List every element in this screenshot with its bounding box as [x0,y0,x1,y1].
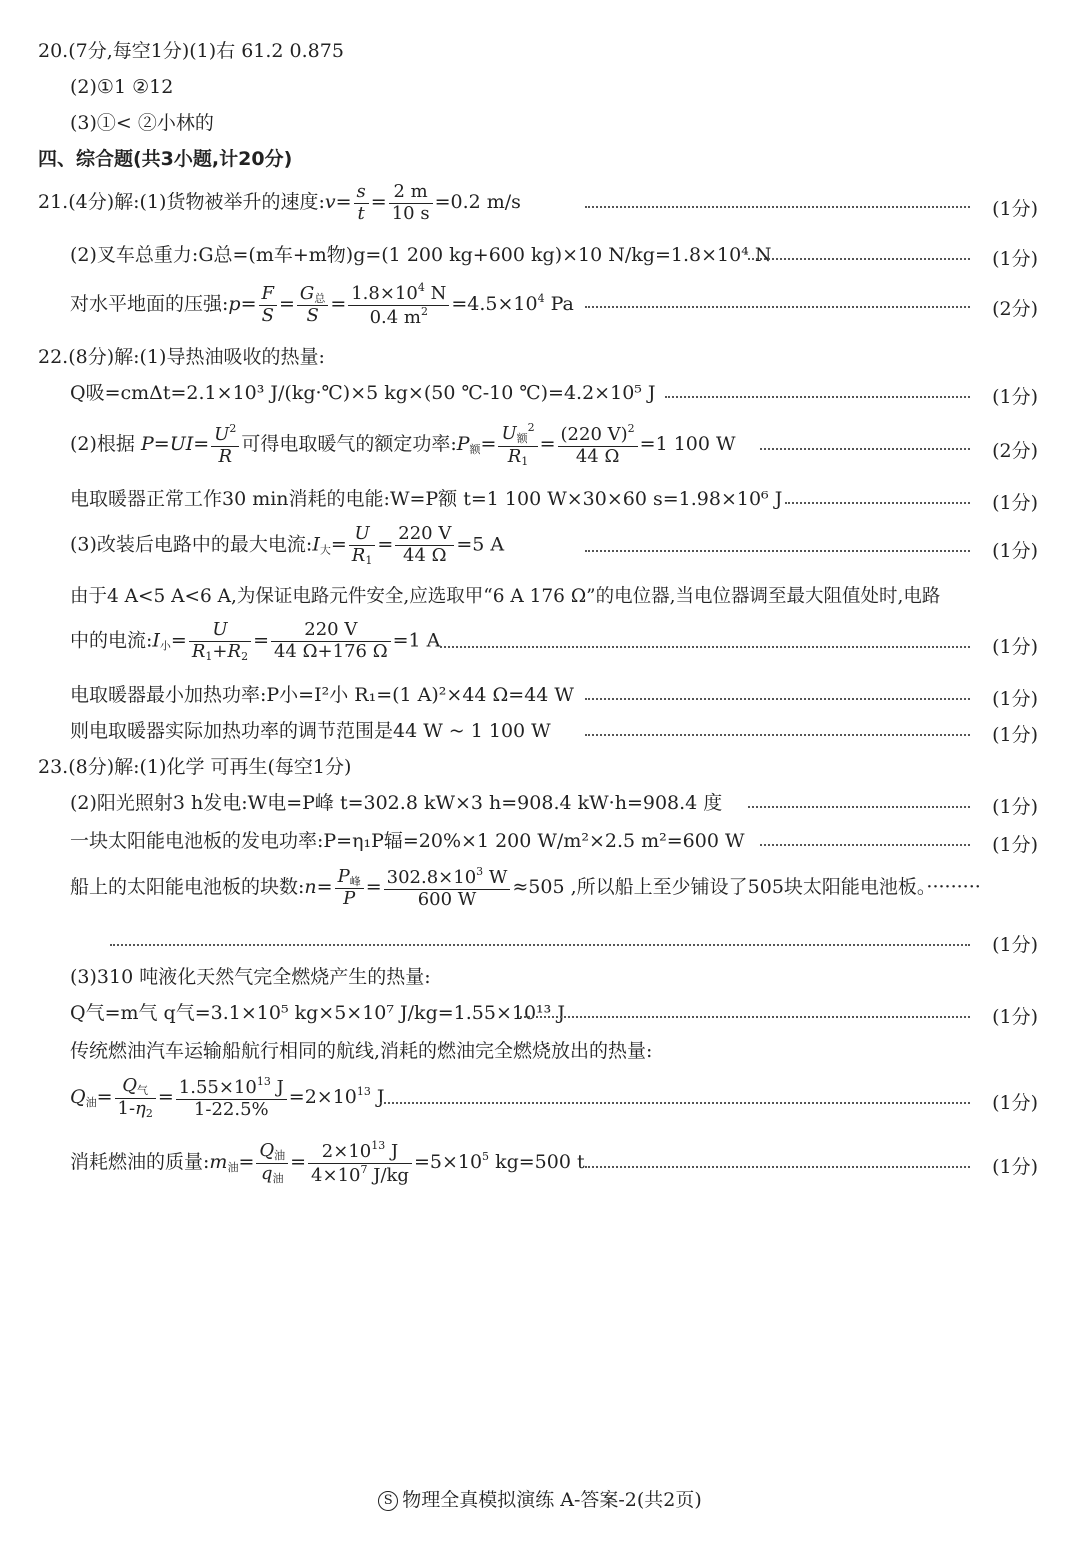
q22-line7: 中的电流$:I_小=$ $\frac{U}{R_1+R_2}$ = $\frac{220 V}{44 \Omega+176 \Omega}$ =1 A [70,619,441,663]
dot-leader [785,502,970,504]
dot-leader [585,206,970,208]
q21-line3: 对水平地面的压强:p= $\frac{F}{S}$ = $G_总$ S = $\frac{1.8\times 10^4 N}{0.4 m^2}$ $=4.5\times 10^4$ Pa [70,281,574,328]
section-title: 四、综合题(共3小题,计20分) [38,148,293,170]
q23-line6: (3)310 吨液化天然气完全燃烧产生的热量: [70,966,431,988]
q22-line9: 则电取暖器实际加热功率的调节范围是44 W ~ 1 100 W [70,720,551,742]
dot-leader [585,306,970,308]
q22-line6: 由于4 A<5 A<6 A,为保证电路元件安全,应选取甲“6 A 176 Ω”的电位器,当电位器调至最大阻值处时,电路 [70,586,941,607]
q23-line2: (2)阳光照射3 h发电:W电=P峰 t=302.8 kW×3 h=908.4 kW·h=908.4 度 [70,792,723,814]
q22-line4: 电取暖器正常工作30 min消耗的电能:W=P额 t=1 100 W×30×60 s=1.98×10⁶ J [70,488,783,510]
q23-line3: 一块太阳能电池板的发电功率:P=η₁P辐=20%×1 200 W/m²×2.5 m²=600 W [70,830,745,852]
q23-line7: Q气=m气 q气=3.1×10⁵ kg×5×10⁷ J/kg=1.55×10¹³ J [70,1002,565,1024]
score: (1分) [992,540,1038,562]
q23-line4: 船上的太阳能电池板的块数:n= $P_峰$ P = $\frac{302.8\times 10^3 W}{600 W}$ ≈505 ,所以船上至少铺设了505块太阳能电池板。········· [70,865,981,910]
score: (1分) [992,1156,1038,1178]
dot-leader [380,1102,970,1104]
dot-leader [665,396,970,398]
dot-leader [585,550,970,552]
score: (1分) [992,492,1038,514]
dot-leader [748,258,970,260]
dot-leader [520,1016,970,1018]
dot-leader [585,734,970,736]
score: (1分) [992,1092,1038,1114]
score: (2分) [992,298,1038,320]
footer-text: 物理全真模拟演练 A-答案-2(共2页) [402,1489,702,1511]
q20-line2: (2)①1 ②12 [70,76,174,98]
q21-line2: (2)叉车总重力:G总=(m车+m物)g=(1 200 kg+600 kg)×10 N/kg=1.8×10⁴ N [70,244,772,266]
score: (1分) [992,724,1038,746]
q22-line1: 22.(8分)解:(1)导热油吸收的热量: [38,346,325,368]
score: (1分) [992,688,1038,710]
score: (1分) [992,386,1038,408]
q22-line8: 电取暖器最小加热功率:P小=I²小 R₁=(1 A)²×44 Ω=44 W [70,684,574,706]
q22-line5: (3)改装后电路中的最大电流$:I_大=$ $\frac{U}{R_1}$ = $\frac{220 V}{44 \Omega}$ =5 A [70,523,505,567]
dot-leader [585,698,970,700]
score: (1分) [992,796,1038,818]
q23-line10: 消耗燃油的质量$:m_油=$ $Q_油$ $q_油$ = $\frac{2\times 10^{13} J}{4\times 10^7 J/kg}$ $=5\times 10^5$ kg=500 t [70,1139,585,1186]
dot-leader [748,806,970,808]
dot-leader [760,844,970,846]
score: (1分) [992,1006,1038,1028]
dot-leader [760,448,970,450]
q23-line9: $Q_油=$ $Q_气$ $1-\eta_2$ = $\frac{1.55\times 10^{13} J}{1-22.5\%}$ $=2\times 10^{13}$ J [70,1075,385,1120]
q23-line1: 23.(8分)解:(1)化学 可再生(每空1分) [38,756,352,778]
q20-line1: 20.(7分,每空1分)(1)右 61.2 0.875 [38,40,344,62]
score: (1分) [992,248,1038,270]
dot-leader [440,646,970,648]
page-footer [0,1485,1080,1512]
score: (1分) [992,198,1038,220]
score: (1分) [992,636,1038,658]
q20-line3: (3)①< ②小林的 [70,112,214,134]
dot-leader [585,1166,970,1168]
score: (2分) [992,440,1038,462]
circled-s-icon: S [378,1491,398,1511]
q21-line1: 21.(4分)解:(1)货物被举升的速度:v= $\frac{s}{t}$ = $\frac{2 m}{10 s}$ =0.2 m/s [38,181,521,224]
q22-line2: Q吸=cmΔt=2.1×10³ J/(kg·℃)×5 kg×(50 ℃-10 ℃)=4.2×10⁵ J [70,382,656,404]
q23-line8: 传统燃油汽车运输船航行相同的航线,消耗的燃油完全燃烧放出的热量: [70,1040,653,1062]
score: (1分) [992,934,1038,956]
q22-line3: (2)根据 P=UI= $\frac{U^2}{R}$ 可得电取暖气的额定功率$:P_额=$ $U_额^2$ $R_1$ = $\frac{(220 V)^2}{44 \Omega}$ =1 100 W [70,421,736,468]
dot-leader [110,944,970,946]
score: (1分) [992,834,1038,856]
